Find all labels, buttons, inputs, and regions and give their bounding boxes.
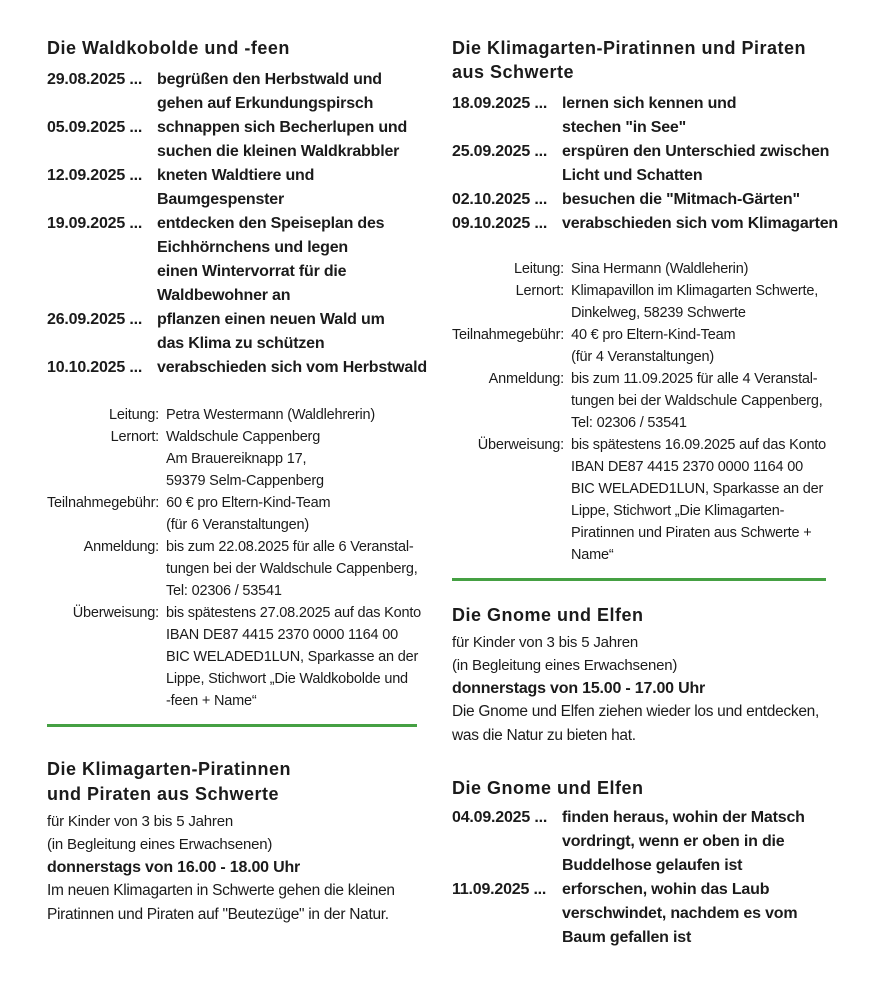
description-line: was die Natur zu bieten hat.	[452, 727, 636, 744]
event-description: pflanzen einen neuen Wald um das Klima zu schützen	[157, 311, 385, 352]
info-label: Überweisung:	[477, 437, 564, 453]
event-date: 19.09.2025 ...	[47, 215, 143, 232]
event-date: 12.09.2025 ...	[47, 167, 143, 184]
info-value: 60 € pro Eltern-Kind-Team (für 6 Veranstaltungen)	[166, 495, 331, 533]
title-line: und Piraten aus Schwerte	[47, 784, 280, 804]
event-row	[452, 140, 830, 188]
event-row	[452, 806, 830, 878]
audience-line: (in Begleitung eines Erwachsenen)	[452, 657, 678, 674]
section-divider	[452, 578, 826, 581]
info-label: Teilnahmegebühr:	[452, 327, 565, 343]
event-description: erforschen, wohin das Laub verschwindet, nachdem es vom Baum gefallen ist	[562, 881, 798, 946]
description-line: Die Gnome und Elfen ziehen wieder los und entdecken,	[452, 703, 819, 720]
info-label: Leitung:	[109, 407, 159, 423]
event-description: schnappen sich Becherlupen und suchen die kleinen Waldkrabbler	[157, 119, 408, 160]
event-row	[47, 308, 421, 356]
description-line: Im neuen Klimagarten in Schwerte gehen die kleinen	[47, 882, 395, 899]
gnome-event-list	[452, 806, 830, 950]
event-row	[47, 68, 421, 116]
event-description: entdecken den Speiseplan des Eichhörnchens und legen einen Wintervorrat für die Waldbewohner an	[157, 215, 385, 304]
info-label: Lernort:	[515, 283, 564, 299]
info-value: Klimapavillon im Klimagarten Schwerte, Dinkelweg, 58239 Schwerte	[571, 283, 819, 321]
section-klimagarten-intro	[47, 757, 421, 927]
section-title-klimagarten-events	[452, 36, 830, 84]
left-column	[47, 36, 427, 927]
event-description: lernen sich kennen und stechen "in See"	[562, 95, 737, 136]
info-label: Teilnahmegebühr:	[47, 495, 160, 511]
section-divider	[47, 724, 417, 727]
description-line: Piratinnen und Piraten auf "Beutezüge" in der Natur.	[47, 906, 389, 923]
info-row	[47, 426, 421, 492]
info-row	[452, 280, 830, 324]
audience-line: für Kinder von 3 bis 5 Jahren	[47, 813, 233, 830]
event-row	[47, 356, 427, 380]
info-value: 40 € pro Eltern-Kind-Team (für 4 Veranstaltungen)	[571, 327, 736, 365]
info-value: bis zum 11.09.2025 für alle 4 Veranstal- tungen bei der Waldschule Cappenberg, Tel: 02306 / 53541	[571, 371, 823, 431]
info-value: bis spätestens 16.09.2025 auf das Konto IBAN DE87 4415 2370 0000 1164 00 BIC WELADED1LUN, Sparkasse an der Lippe, Stichwort „Die Klimagarten- Piratinnen und Piraten aus Schwerte + Name“	[571, 437, 827, 563]
info-value: bis spätestens 27.08.2025 auf das Konto IBAN DE87 4415 2370 0000 1164 00 BIC WELADED1LUN, Sparkasse an der Lippe, Stichwort „Die Waldkobolde und -feen + Name“	[166, 605, 422, 709]
event-date: 18.09.2025 ...	[452, 95, 548, 112]
klimagarten-info-block	[452, 258, 830, 566]
event-row	[452, 92, 830, 140]
info-label: Lernort:	[110, 429, 159, 445]
event-row	[47, 212, 421, 308]
section-title-gnome-events: Die Gnome und Elfen	[452, 778, 644, 798]
audience-line: (in Begleitung eines Erwachsenen)	[47, 836, 273, 853]
section-title-klimagarten-intro	[47, 757, 421, 807]
right-column	[452, 36, 838, 950]
event-description: verabschieden sich vom Klimagarten	[562, 215, 838, 232]
event-description: finden heraus, wohin der Matsch vordringt, wenn er oben in die Buddelhose gelaufen ist	[562, 809, 805, 874]
event-description: erspüren den Unterschied zwischen Licht und Schatten	[562, 143, 830, 184]
gnome-schedule: donnerstags von 15.00 - 17.00 Uhr	[452, 680, 706, 697]
klimagarten-audience	[47, 810, 421, 856]
section-klimagarten-events	[452, 36, 838, 566]
section-gnome-intro	[452, 603, 830, 748]
info-row	[452, 434, 830, 566]
event-row	[452, 212, 838, 236]
section-waldkobolde	[47, 36, 427, 712]
event-row	[47, 116, 421, 164]
info-row	[452, 258, 830, 280]
info-label: Anmeldung:	[488, 371, 564, 387]
info-label: Anmeldung:	[83, 539, 159, 555]
event-date: 29.08.2025 ...	[47, 71, 143, 88]
event-date: 10.10.2025 ...	[47, 359, 143, 376]
event-row	[47, 164, 421, 212]
info-label: Überweisung:	[72, 605, 159, 621]
info-value: Petra Westermann (Waldlehrerin)	[166, 407, 375, 423]
section-title-waldkobolde: Die Waldkobolde und -feen	[47, 38, 290, 58]
event-description: kneten Waldtiere und Baumgespenster	[157, 167, 315, 208]
klimagarten-event-list	[452, 92, 838, 236]
event-date: 26.09.2025 ...	[47, 311, 143, 328]
audience-line: für Kinder von 3 bis 5 Jahren	[452, 634, 638, 651]
title-line: Die Klimagarten-Piratinnen und Piraten	[452, 38, 807, 58]
info-row	[452, 368, 830, 434]
info-row	[47, 602, 421, 712]
info-value: Sina Hermann (Waldleherin)	[571, 261, 749, 277]
info-row	[47, 536, 421, 602]
waldkobolde-info-block	[47, 404, 421, 712]
info-row	[452, 324, 830, 368]
gnome-audience	[452, 631, 830, 677]
event-date: 25.09.2025 ...	[452, 143, 548, 160]
klimagarten-schedule: donnerstags von 16.00 - 18.00 Uhr	[47, 859, 301, 876]
title-line: Die Klimagarten-Piratinnen	[47, 759, 292, 779]
info-label: Leitung:	[514, 261, 564, 277]
waldkobolde-event-list	[47, 68, 427, 380]
info-row	[47, 404, 421, 426]
info-value: Waldschule Cappenberg Am Brauereiknapp 17, 59379 Selm-Cappenberg	[166, 429, 324, 489]
event-description: verabschieden sich vom Herbstwald	[157, 359, 427, 376]
klimagarten-description	[47, 879, 421, 927]
gnome-description	[452, 700, 830, 748]
event-date: 04.09.2025 ...	[452, 809, 548, 826]
info-row	[47, 492, 421, 536]
section-gnome-events	[452, 776, 830, 950]
event-row	[452, 878, 830, 950]
event-date: 02.10.2025 ...	[452, 191, 548, 208]
title-line: aus Schwerte	[452, 62, 575, 82]
event-date: 09.10.2025 ...	[452, 215, 548, 232]
event-row	[452, 188, 830, 212]
event-description: besuchen die "Mitmach-Gärten"	[562, 191, 800, 208]
event-date: 05.09.2025 ...	[47, 119, 143, 136]
section-title-gnome-intro: Die Gnome und Elfen	[452, 605, 644, 625]
info-value: bis zum 22.08.2025 für alle 6 Veranstal- tungen bei der Waldschule Cappenberg, Tel: 02306 / 53541	[166, 539, 418, 599]
event-description: begrüßen den Herbstwald und gehen auf Erkundungspirsch	[157, 71, 382, 112]
event-date: 11.09.2025 ...	[452, 881, 547, 898]
